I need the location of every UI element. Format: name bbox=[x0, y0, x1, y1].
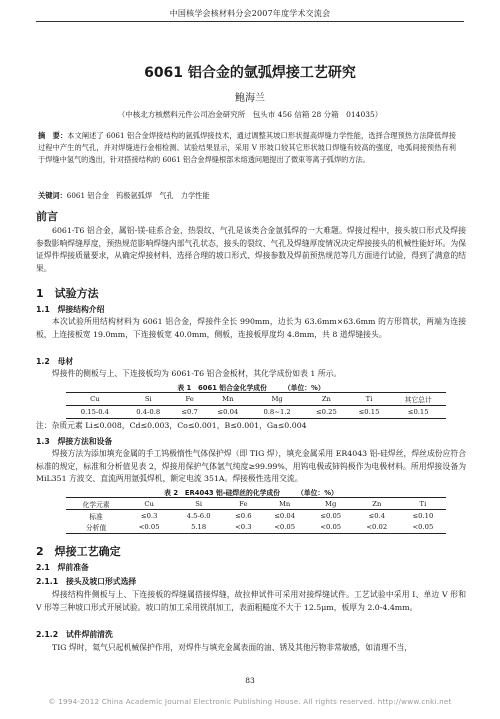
table-header-cell: Zn bbox=[321, 395, 331, 403]
table-cell: ≤0.3 bbox=[140, 511, 158, 520]
table-cell: ≤0.15 bbox=[358, 408, 380, 416]
table-cell: 0.4-0.8 bbox=[136, 408, 161, 416]
table-row bbox=[66, 510, 446, 522]
table-header-cell: Si bbox=[195, 499, 203, 508]
table-header-cell: Ti bbox=[419, 499, 427, 508]
table-cell: <0.05 bbox=[274, 523, 296, 532]
abstract-text: 本文阐述了 6061 铝合金焊接结构的氩弧焊接技术，通过调整其坡口形状提高焊缝力学性能，选择合理预热方法降低焊接过程中产生的气孔，并对焊缝进行金相检测、试验结果显示，采用 V 形坡口较其它形状坡口焊缝有较高的强度，电弧间接预热有利于焊缝中氢气的逸出，针对搭接结构的 6061 铝合金焊缝根部未熔透问题提出了微束等离子弧焊的方法。 bbox=[38, 131, 456, 164]
running-header: 中国核学会核材料分会2007年度学术交流会 bbox=[169, 9, 331, 18]
paragraph-2-1-1: 焊接结构件侧板与上、下连接板的焊缝属搭接焊缝，故拉伸试件可采用对接焊缝试件。工艺试验中采用 I、单边 V 形和 V 形等三种坡口形式开展试验。坡口的加工采用铣削加工，表面粗糙度不大于 12.5μm，板厚为 2.0-4.4mm。 bbox=[36, 590, 466, 612]
table-cell: ≤0.4 bbox=[368, 511, 386, 520]
paper-author: 鲍海兰 bbox=[235, 93, 265, 104]
table-1-caption: 表 1 6061 铝合金化学成份 （单位：%） bbox=[177, 384, 325, 392]
table-cell: ≤0.04 bbox=[217, 408, 239, 416]
table-row bbox=[66, 406, 446, 419]
table-header-cell: Zn bbox=[372, 499, 382, 508]
keywords-label: 关键词： bbox=[38, 191, 67, 200]
paper-affiliation: （中核北方核燃料元件公司冶金研究所 包头市 456 信箱 28 分箱 014035） bbox=[117, 110, 383, 119]
table-cell: 分析值 bbox=[85, 524, 107, 533]
table-row bbox=[66, 522, 446, 534]
preface-paragraph: 6061-T6 铝合金，属铝-镁-硅系合金，热裂纹、气孔是该类合金氩弧焊的一大难题。焊接过程中，接头坡口形式及焊接参数影响焊缝厚度，预热规范影响焊缝内部气孔状态，接头的裂纹、气孔及焊缝厚度情况决定焊接接头的机械性能好坏。为保证焊件焊接质量要求，从确定焊接材料、选择合理的坡口形式、焊接参数及焊前预热规范等几方面进行试验，得到了满意的结果。 bbox=[36, 226, 466, 273]
table-cell: <0.3 bbox=[235, 523, 252, 532]
subsection-heading-1-1: 1.1 焊接结构介绍 bbox=[36, 305, 105, 314]
table-2 bbox=[66, 497, 446, 534]
abstract-label: 摘 要： bbox=[38, 131, 68, 140]
table-cell: ≤0.04 bbox=[274, 511, 296, 520]
table-cell: ≤0.7 bbox=[181, 408, 198, 416]
page-number: 83 bbox=[245, 676, 255, 685]
section-heading-preface: 前言 bbox=[36, 210, 58, 223]
table-cell: <0.05 bbox=[412, 523, 434, 532]
table-1 bbox=[66, 392, 446, 419]
subsection-heading-2-1-2: 2.1.2 试件焊前清洗 bbox=[36, 630, 113, 639]
table-header-cell: Mg bbox=[325, 499, 337, 508]
paper-title: 6061 铝合金的氩弧焊接工艺研究 bbox=[144, 65, 356, 81]
table-cell: 0.15-0.4 bbox=[80, 408, 110, 416]
table-cell: <0.05 bbox=[138, 523, 160, 532]
table-cell: ≤0.05 bbox=[320, 511, 342, 520]
table-header-cell: Cu bbox=[144, 499, 154, 508]
paragraph-2-1-2: TIG 焊时，氦气只起机械保护作用，对焊件与填充金属表面的油、锈及其他污物非常敏感，如清理不当， bbox=[52, 643, 413, 652]
table-header-cell: Mn bbox=[222, 395, 234, 403]
table-header-cell: Mn bbox=[278, 499, 291, 508]
table-cell: ≤0.10 bbox=[412, 511, 434, 520]
table-header-cell: Ti bbox=[365, 395, 373, 403]
table-cell: 5.18 bbox=[191, 523, 207, 532]
table-cell: ≤0.15 bbox=[407, 408, 429, 416]
paragraph-1-1: 本次试验所用结构材料为 6061 铝合金，焊接件全长 990mm，边长为 63.6mm×63.6mm 的方形筒状，两端为连接板，上连接板宽 19.0mm，下连接板宽 40.0mm，侧板，连接板厚度均 4.8mm，共 8 道焊缝接头。 bbox=[36, 317, 466, 339]
paragraph-1-3: 焊接方法为添加填充金属的手工钨极惰性气体保护焊（即 TIG 焊），填充金属采用 ER4043 铝-硅焊丝，焊丝成份应符合标准的规定，标准和分析值见表 2，焊接用保护气体氩气纯度≥99.99%，用钨电极或铈钨极作为电极材料。所用焊接设备为 MiL351 方波交、直流两用氩弧焊机，额定电流 351A。焊接极性选用交流。 bbox=[36, 449, 466, 483]
table-cell: 4.5-6.0 bbox=[186, 511, 211, 520]
table-header-cell: Fe bbox=[185, 395, 194, 403]
table-header-cell: Si bbox=[144, 395, 152, 403]
table-header-cell: Cu bbox=[90, 395, 100, 403]
abstract bbox=[38, 130, 456, 166]
subsection-heading-1-2: 1.2 母材 bbox=[36, 357, 74, 366]
table-header-cell: 化学元素 bbox=[82, 500, 110, 509]
keywords-text: 6061 铝合金 钨极氩弧焊 气孔 力学性能 bbox=[66, 191, 210, 200]
section-heading-2: 2 焊接工艺确定 bbox=[36, 545, 121, 558]
section-heading-1: 1 试验方法 bbox=[36, 287, 99, 300]
subsection-heading-2-1: 2.1 焊前准备 bbox=[36, 563, 89, 572]
subsection-heading-2-1-1: 2.1.1 接头及坡口形式选择 bbox=[36, 577, 137, 586]
copyright-footer: © 1994-2012 China Academic Journal Electronic Publishing House. All rights reserved. http://www.cnki.net bbox=[48, 697, 452, 706]
subsection-heading-1-3: 1.3 焊接方法和设备 bbox=[36, 437, 113, 446]
table-cell: ≤0.25 bbox=[315, 408, 337, 416]
table-header-cell: Fe bbox=[239, 499, 248, 508]
table-cell: 标准 bbox=[89, 512, 103, 521]
table-2-caption: 表 2 ER4043 铝-硅焊丝的化学成份 （单位：%） bbox=[164, 489, 338, 497]
table-header-cell: 其它总计 bbox=[404, 396, 432, 404]
paragraph-1-2: 焊接件的侧板与上、下连接板均为 6061-T6 铝合金板材，其化学成份如表 1 所示。 bbox=[52, 369, 342, 378]
table-cell: ≤0.6 bbox=[235, 511, 252, 520]
table-cell: <0.02 bbox=[366, 523, 388, 532]
table-1-note: 注：杂质元素 Li≤0.008，Cd≤0.003，Co≤0.001，B≤0.001，Ga≤0.004 bbox=[36, 421, 307, 430]
table-header-cell: Mg bbox=[271, 395, 283, 403]
table-cell: <0.05 bbox=[320, 523, 342, 532]
table-cell: 0.8~1.2 bbox=[263, 408, 291, 416]
header-rule bbox=[36, 21, 464, 22]
keywords bbox=[38, 191, 456, 201]
